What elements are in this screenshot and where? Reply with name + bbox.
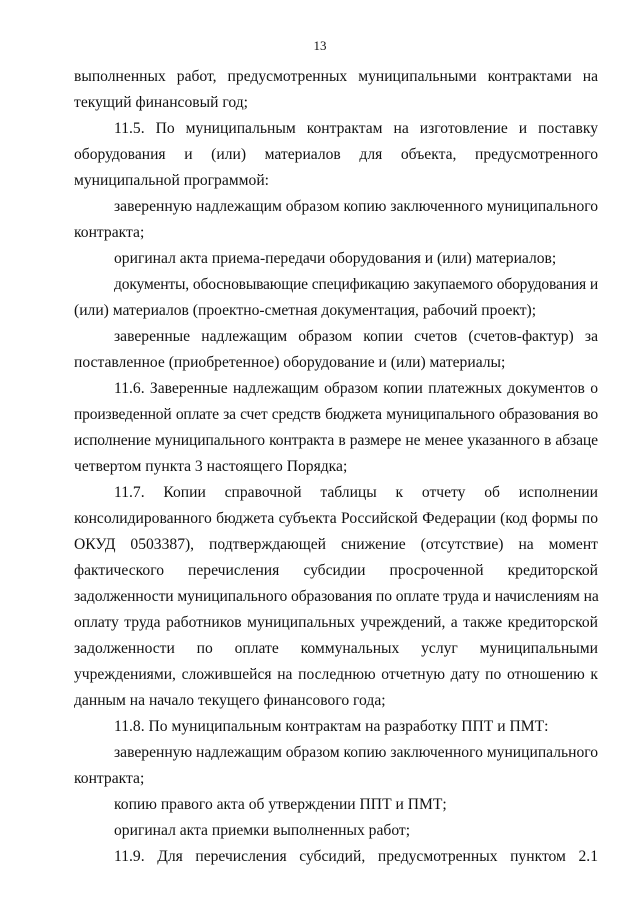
text-line: оплату труда работников муниципальных учреждений, а также кредиторской [74, 614, 598, 631]
text-line: оригинал акта приемки выполненных работ; [114, 822, 411, 839]
text-line: выполненных работ, предусмотренных муниципальными контрактами на [74, 68, 598, 85]
text-line: произведенной оплате за счет средств бюджета муниципального образования во [74, 406, 598, 423]
text-line: консолидированного бюджета субъекта Российской Федерации (код формы по [74, 510, 598, 527]
text-line: 11.9. Для перечисления субсидий, предусмотренных пунктом 2.1 [114, 848, 598, 865]
text-line: оригинал акта приема-передачи оборудования и (или) материалов; [114, 250, 557, 267]
text-line: заверенную надлежащим образом копию заключенного муниципального [114, 744, 599, 761]
text-line: контракта; [74, 770, 145, 787]
text-line: задолженности по оплате коммунальных услуг муниципальными [74, 640, 598, 657]
text-line: контракта; [74, 224, 145, 241]
text-line: 11.8. По муниципальным контрактам на разработку ППТ и ПМТ: [114, 718, 549, 735]
text-line: 11.7. Копии справочной таблицы к отчету об исполнении [114, 484, 598, 501]
text-line: ОКУД 0503387), подтверждающей снижение (отсутствие) на момент [74, 536, 598, 553]
text-line: задолженности муниципального образования по оплате труда и начислениям на [74, 588, 599, 605]
text-line: заверенные надлежащим образом копии счетов (счетов-фактур) за [114, 328, 598, 345]
text-line: исполнение муниципального контракта в размере не менее указанного в абзаце [74, 432, 598, 449]
document-body [74, 64, 598, 870]
text-line: 11.6. Заверенные надлежащим образом копии платежных документов о [114, 380, 598, 397]
text-line: муниципальной программой: [74, 172, 269, 189]
text-line: текущий финансовый год; [74, 94, 248, 111]
text-line: четвертом пункта 3 настоящего Порядка; [74, 458, 348, 475]
text-line: фактического перечисления субсидии просроченной кредиторской [74, 562, 598, 579]
text-line: копию правого акта об утверждении ППТ и ПМТ; [114, 796, 447, 813]
text-line: поставленное (приобретенное) оборудование и (или) материалы; [74, 354, 506, 371]
text-line: (или) материалов (проектно-сметная документация, рабочий проект); [74, 302, 537, 319]
text-line: 11.5. По муниципальным контрактам на изготовление и поставку [114, 120, 598, 137]
text-line: документы, обосновывающие спецификацию закупаемого оборудования и [114, 276, 598, 293]
page-number: 13 [313, 38, 327, 53]
text-line: заверенную надлежащим образом копию заключенного муниципального [114, 198, 599, 215]
text-line: оборудования и (или) материалов для объекта, предусмотренного [74, 146, 598, 163]
text-line: данным на начало текущего финансового года; [74, 692, 386, 709]
text-line: учреждениями, сложившейся на последнюю отчетную дату по отношению к [74, 666, 598, 683]
